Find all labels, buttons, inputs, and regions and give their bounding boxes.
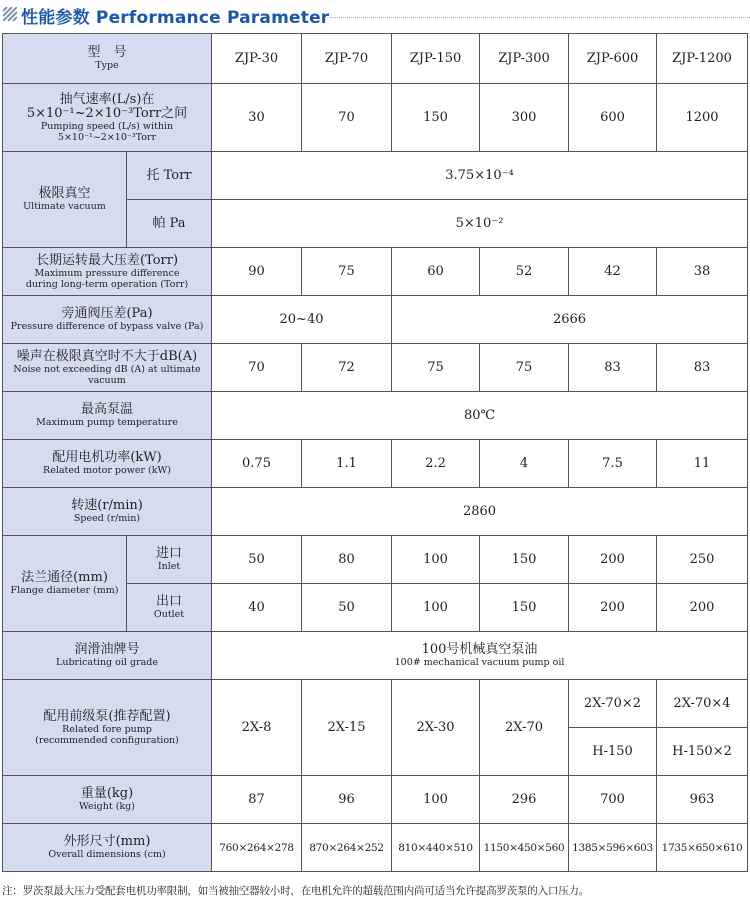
value-cell: 2X-70×4	[657, 680, 748, 728]
row-pumping-speed	[3, 84, 748, 152]
value-cell: 70	[302, 84, 392, 152]
value-cell: 2X-70	[480, 680, 569, 776]
value-cell: 80	[302, 536, 392, 584]
value-cell: 1735×650×610	[657, 824, 748, 872]
value-cell: 2X-70×2	[569, 680, 657, 728]
pumping-speed-label: 抽气速率(L/s)在 5×10⁻¹~2×10⁻³Torr之间 Pumping speed (L/s) within 5×10⁻¹~2×10⁻³Torr	[3, 84, 212, 152]
max-pressure-diff-label: 长期运转最大压差(Torr) Maximum pressure difference during long-term operation (Torr)	[3, 248, 212, 296]
row-ultimate-vacuum-torr	[3, 152, 748, 200]
value-cell: 83	[657, 344, 748, 392]
value-cell: 150	[480, 584, 569, 632]
value-cell: 2.2	[392, 440, 480, 488]
max-temp-label: 最高泵温 Maximum pump temperature	[3, 392, 212, 440]
value-cell: 1385×596×603	[569, 824, 657, 872]
value-cell: 30	[212, 84, 302, 152]
model-cell: ZJP-70	[302, 34, 392, 84]
model-cell: ZJP-600	[569, 34, 657, 84]
row-motor-power	[3, 440, 748, 488]
value-cell: 700	[569, 776, 657, 824]
torr-label: 托 Torr	[127, 152, 212, 200]
row-noise	[3, 344, 748, 392]
value-cell: 75	[302, 248, 392, 296]
value-cell: 100	[392, 584, 480, 632]
value-cell: 72	[302, 344, 392, 392]
value-cell: H-150	[569, 728, 657, 776]
value-cell: 100	[392, 776, 480, 824]
value-cell: 300	[480, 84, 569, 152]
oil-value: 100号机械真空泵油 100# mechanical vacuum pump oil	[212, 632, 748, 680]
value-cell: 150	[480, 536, 569, 584]
performance-table	[2, 33, 748, 872]
row-fore-pump-a	[3, 680, 748, 728]
value-cell: 0.75	[212, 440, 302, 488]
value-cell: 250	[657, 536, 748, 584]
value-cell: 7.5	[569, 440, 657, 488]
row-weight	[3, 776, 748, 824]
value-cell: 150	[392, 84, 480, 152]
inlet-label: 进口 Inlet	[127, 536, 212, 584]
ultimate-vacuum-label: 极限真空 Ultimate vacuum	[3, 152, 127, 248]
model-cell: ZJP-30	[212, 34, 302, 84]
value-cell: 200	[657, 584, 748, 632]
value-cell: 810×440×510	[392, 824, 480, 872]
speed-label: 转速(r/min) Speed (r/min)	[3, 488, 212, 536]
value-cell: 87	[212, 776, 302, 824]
value-cell: 200	[569, 536, 657, 584]
max-temp-value: 80℃	[212, 392, 748, 440]
fore-pump-label: 配用前级泵(推荐配置) Related fore pump (recommended configuration)	[3, 680, 212, 776]
value-cell: 296	[480, 776, 569, 824]
section-header	[0, 0, 750, 30]
flange-label: 法兰通径(mm) Flange diameter (mm)	[3, 536, 127, 632]
value-cell: 760×264×278	[212, 824, 302, 872]
noise-label: 噪声在极限真空时不大于dB(A) Noise not exceeding dB (A) at ultimate vacuum	[3, 344, 212, 392]
value-cell: 1.1	[302, 440, 392, 488]
value-cell: 200	[569, 584, 657, 632]
row-type	[3, 34, 748, 84]
value-cell: 42	[569, 248, 657, 296]
value-cell: 90	[212, 248, 302, 296]
value-cell: 11	[657, 440, 748, 488]
row-dimensions	[3, 824, 748, 872]
dimensions-label: 外形尺寸(mm) Overall dimensions (cm)	[3, 824, 212, 872]
motor-power-label: 配用电机功率(kW) Related motor power (kW)	[3, 440, 212, 488]
bypass-value-b: 2666	[392, 296, 748, 344]
value-cell: 2X-15	[302, 680, 392, 776]
value-cell: 70	[212, 344, 302, 392]
value-cell: 83	[569, 344, 657, 392]
value-cell: 75	[392, 344, 480, 392]
value-cell: 60	[392, 248, 480, 296]
value-cell: 38	[657, 248, 748, 296]
row-speed	[3, 488, 748, 536]
value-cell: 2X-30	[392, 680, 480, 776]
value-cell: 600	[569, 84, 657, 152]
value-cell: H-150×2	[657, 728, 748, 776]
pa-value: 5×10⁻²	[212, 200, 748, 248]
value-cell: 50	[302, 584, 392, 632]
value-cell: 1150×450×560	[480, 824, 569, 872]
outlet-label: 出口 Outlet	[127, 584, 212, 632]
oil-label: 润滑油牌号 Lubricating oil grade	[3, 632, 212, 680]
torr-value: 3.75×10⁻⁴	[212, 152, 748, 200]
model-cell: ZJP-300	[480, 34, 569, 84]
row-flange-inlet	[3, 536, 748, 584]
value-cell: 40	[212, 584, 302, 632]
diagonal-stripes-icon	[3, 7, 17, 21]
value-cell: 4	[480, 440, 569, 488]
value-cell: 963	[657, 776, 748, 824]
value-cell: 52	[480, 248, 569, 296]
speed-value: 2860	[212, 488, 748, 536]
footnote: 注：罗茨泵最大压力受配套电机功率限制，如当被抽空器较小时，在电机允许的超载范围内尚可适当允许提高罗茨泵的入口压力。	[2, 885, 590, 897]
value-cell: 96	[302, 776, 392, 824]
pa-label: 帕 Pa	[127, 200, 212, 248]
value-cell: 1200	[657, 84, 748, 152]
row-max-temp	[3, 392, 748, 440]
type-label: 型 号 Type	[3, 34, 212, 84]
weight-label: 重量(kg) Weight (kg)	[3, 776, 212, 824]
row-bypass-valve	[3, 296, 748, 344]
value-cell: 2X-8	[212, 680, 302, 776]
bypass-valve-label: 旁通阀压差(Pa) Pressure difference of bypass valve (Pa)	[3, 296, 212, 344]
row-oil	[3, 632, 748, 680]
title-rule	[330, 17, 750, 18]
model-cell: ZJP-1200	[657, 34, 748, 84]
section-title: 性能参数 Performance Parameter	[21, 8, 330, 28]
row-max-pressure-diff	[3, 248, 748, 296]
bypass-value-a: 20~40	[212, 296, 392, 344]
value-cell: 75	[480, 344, 569, 392]
model-cell: ZJP-150	[392, 34, 480, 84]
value-cell: 100	[392, 536, 480, 584]
value-cell: 50	[212, 536, 302, 584]
value-cell: 870×264×252	[302, 824, 392, 872]
